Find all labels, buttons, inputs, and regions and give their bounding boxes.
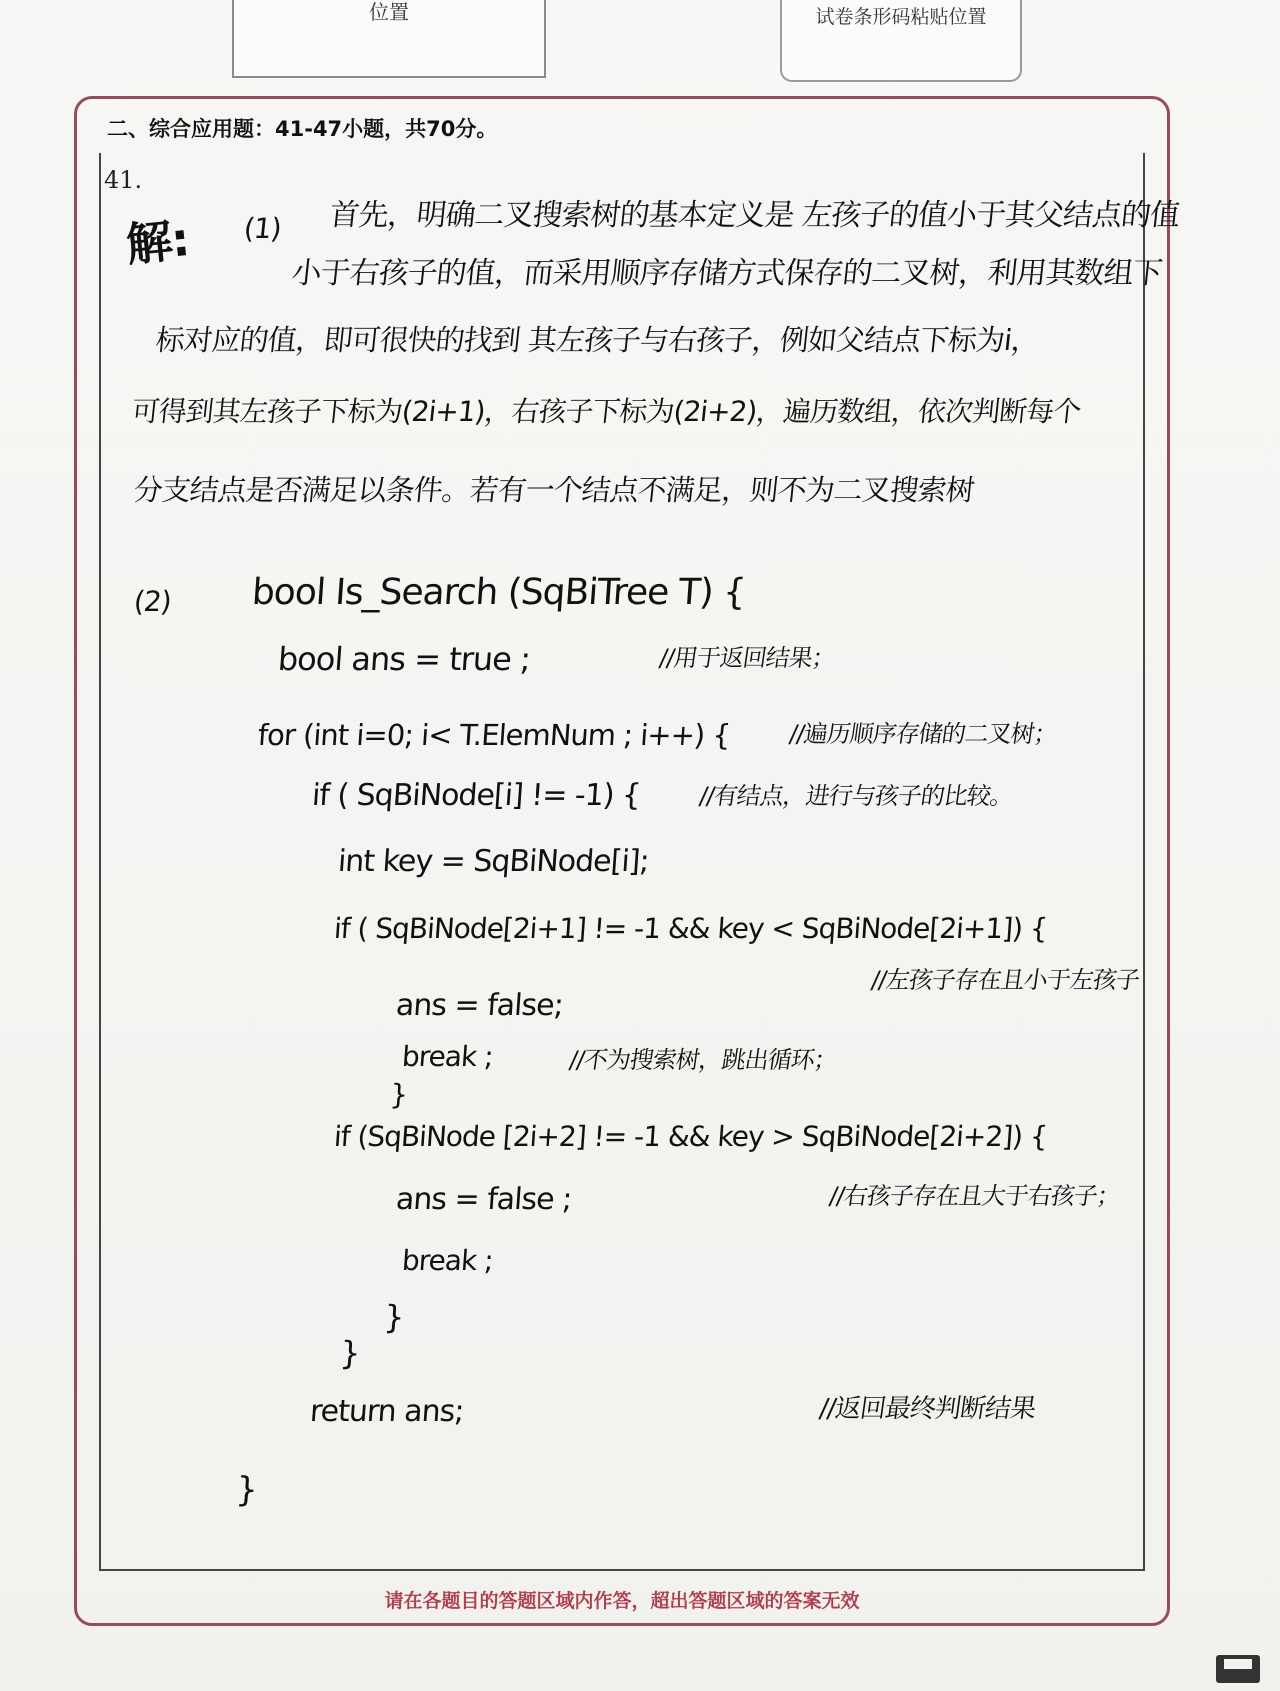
part1-line-1: 首先，明确二叉搜索树的基本定义是 左孩子的值小于其父结点的值 — [327, 198, 1182, 233]
question-number: 41. — [104, 166, 143, 194]
barcode-label: 试卷条形码粘贴位置 — [815, 6, 987, 28]
code-line-2: bool ans = true ; — [276, 640, 532, 678]
code-line-7: ans = false; — [394, 988, 564, 1023]
code-comment-return: //返回最终判断结果 — [817, 1394, 1038, 1424]
code-line-11: break ; — [400, 1244, 494, 1277]
footer-note: 请在各题目的答题区域内作答，超出答题区域的答案无效 — [384, 1590, 860, 1612]
corner-registration-mark — [1216, 1655, 1260, 1683]
solution-mark: 解: — [123, 211, 192, 273]
part1-label: (1) — [242, 212, 283, 245]
top-position-box — [232, 0, 546, 78]
top-position-label: 位置 — [369, 0, 409, 24]
code-line-10: ans = false ; — [394, 1182, 573, 1217]
code-line-return: return ans; — [308, 1394, 465, 1429]
code-comment-3: //遍历顺序存储的二叉树； — [787, 720, 1059, 748]
part2-label: (2) — [132, 585, 173, 618]
code-line-9: if (SqBiNode [2i+2] != -1 && key > SqBiNode[2i+2]) { — [332, 1120, 1048, 1153]
code-brace-1: } — [388, 1078, 408, 1111]
part1-line-3: 标对应的值，即可很快的找到 其左孩子与右孩子，例如父结点下标为i， — [154, 323, 1041, 357]
code-comment-2: //用于返回结果； — [657, 644, 837, 672]
code-line-5: int key = SqBiNode[i]; — [336, 844, 650, 879]
part1-line-2: 小于右孩子的值，而采用顺序存储方式保存的二叉树，利用其数组下 — [289, 256, 1164, 291]
code-brace-3: } — [338, 1334, 361, 1372]
code-comment-10: //右孩子存在且大于右孩子； — [827, 1182, 1122, 1210]
code-comment-4: //有结点，进行与孩子的比较。 — [697, 782, 1015, 810]
code-brace-final: } — [234, 1470, 259, 1510]
part1-line-5: 分支结点是否满足以条件。若有一个结点不满足，则不为二叉搜索树 — [132, 473, 976, 507]
code-brace-2: } — [382, 1298, 405, 1336]
code-comment-8: //不为搜索树，跳出循环； — [567, 1046, 839, 1074]
code-line-6: if ( SqBiNode[2i+1] != -1 && key < SqBiNode[2i+1]) { — [332, 912, 1048, 945]
barcode-box — [780, 0, 1022, 82]
code-comment-6: //左孩子存在且小于左孩子 — [869, 966, 1141, 994]
part1-line-4: 可得到其左孩子下标为(2i+1)，右孩子下标为(2i+2)，遍历数组，依次判断每个 — [130, 395, 1083, 428]
code-line-8: break ; — [400, 1040, 494, 1073]
code-line-1: bool Is_Search (SqBiTree T) { — [250, 572, 747, 613]
code-line-4: if ( SqBiNode[i] != -1) { — [310, 778, 642, 813]
section-title: 二、综合应用题：41-47小题，共70分。 — [107, 117, 498, 141]
code-line-3: for (int i=0; i< T.ElemNum ; i++) { — [256, 718, 732, 752]
